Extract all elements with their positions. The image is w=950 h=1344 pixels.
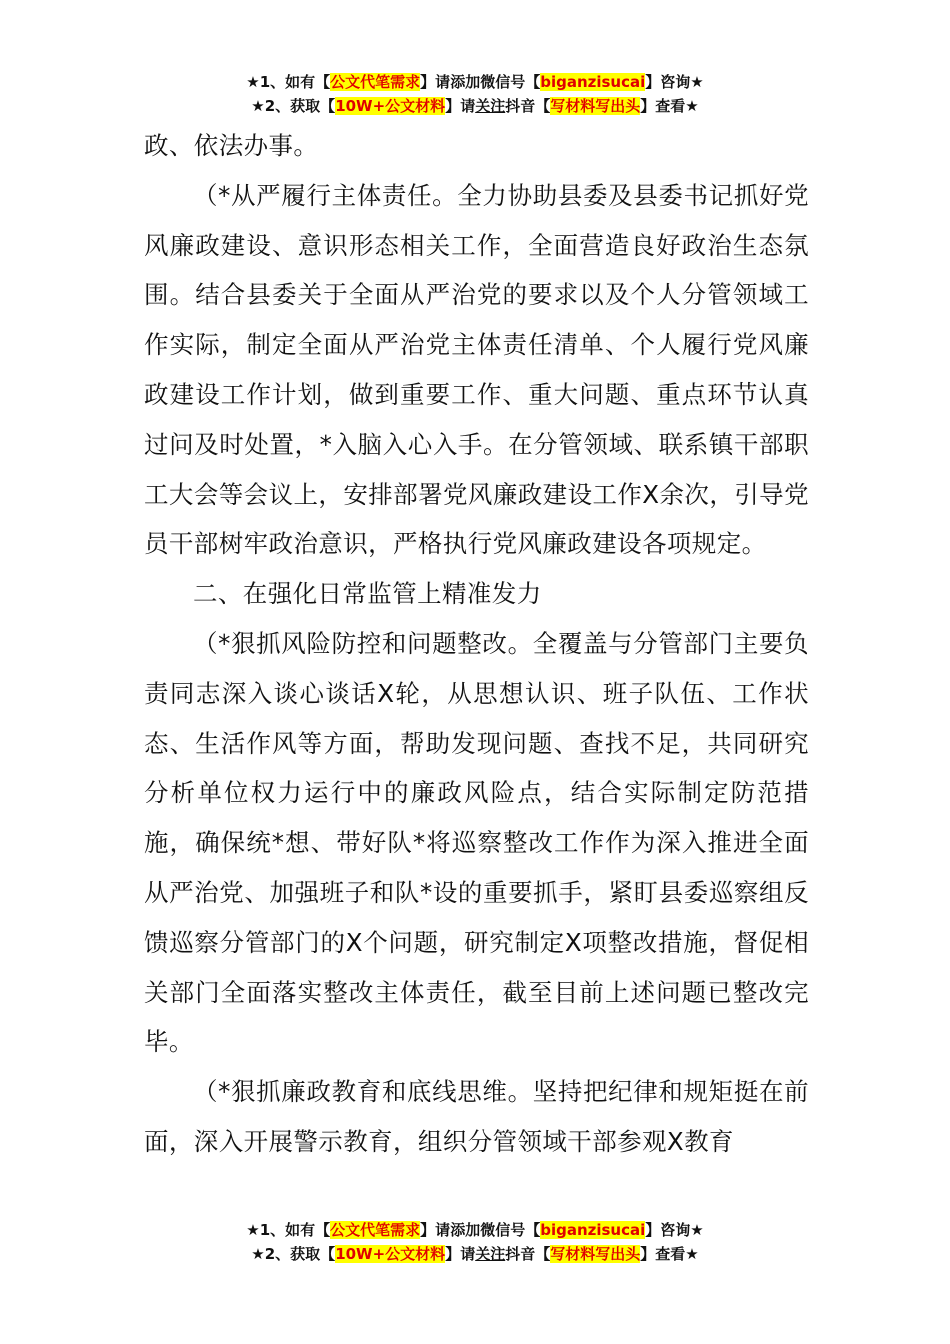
paragraph-risk-control: （*狠抓风险防控和问题整改。全覆盖与分管部门主要负责同志深入谈心谈话X轮，从思想认识、班子队伍、工作状态、生活作风等方面，帮助发现问题、查找不足，共同研究分析单位权力运行中的廉政风险点，结合实际制定防范措施，确保统*想、带好队*将巡察整改工作作为深入推进全面从严治党、加强班子和队*设的重要抓手，紧盯县委巡察组反馈巡察分管部门的X个问题，研究制定X项整改措施，督促相关部门全面落实整改主体责任，截至目前上述问题已整改完毕。 bbox=[144, 628, 809, 1057]
banner-text: 微信号【 bbox=[480, 73, 541, 91]
banner-text: ★2、获取【 bbox=[251, 97, 336, 115]
banner-line-1 bbox=[0, 1218, 950, 1242]
banner-text: 】查看★ bbox=[640, 1245, 699, 1263]
paragraph-continuation: 政、依法办事。 bbox=[144, 131, 319, 160]
header-banner bbox=[0, 70, 950, 118]
highlight-materials: 10W+公文材料 bbox=[335, 1245, 446, 1263]
banner-text: ★1、如有【 bbox=[246, 73, 331, 91]
highlight-materials: 10W+公文材料 bbox=[335, 97, 446, 115]
banner-text: 】请 bbox=[445, 1245, 476, 1263]
highlight-wechat-id: biganzisucai bbox=[540, 73, 646, 91]
banner-line-2 bbox=[0, 94, 950, 118]
banner-emphasis: 关注 bbox=[475, 97, 506, 115]
banner-emphasis: 添加 bbox=[450, 73, 481, 91]
banner-text: 】请 bbox=[445, 97, 476, 115]
banner-emphasis: 添加 bbox=[450, 1221, 481, 1239]
banner-text: 】咨询★ bbox=[645, 73, 704, 91]
document-body bbox=[144, 121, 809, 1167]
banner-text: 抖音【 bbox=[505, 97, 551, 115]
highlight-douyin-account: 写材料写出头 bbox=[550, 1245, 641, 1263]
section-heading: 二、在强化日常监管上精准发力 bbox=[193, 579, 542, 609]
banner-line-1 bbox=[0, 70, 950, 94]
banner-text: ★2、获取【 bbox=[251, 1245, 336, 1263]
paragraph-main-responsibility: （*从严履行主体责任。全力协助县委及县委书记抓好党风廉政建设、意识形态相关工作，全面营造良好政治生态氛围。结合县委关于全面从严治党的要求以及个人分管领域工作实际，制定全面从严治党主体责任清单、个人履行党风廉政建设工作计划，做到重要工作、重大问题、重点环节认真过问及时处置，*入脑入心入手。在分管领域、联系镇干部职工大会等会议上，安排部署党风廉政建设工作X余次，引导党员干部树牢政治意识，严格执行党风廉政建设各项规定。 bbox=[144, 180, 809, 559]
highlight-service: 公文代笔需求 bbox=[330, 73, 421, 91]
banner-emphasis: 关注 bbox=[475, 1245, 506, 1263]
banner-text: ★1、如有【 bbox=[246, 1221, 331, 1239]
highlight-service: 公文代笔需求 bbox=[330, 1221, 421, 1239]
highlight-douyin-account: 写材料写出头 bbox=[550, 97, 641, 115]
highlight-wechat-id: biganzisucai bbox=[540, 1221, 646, 1239]
banner-text: 微信号【 bbox=[480, 1221, 541, 1239]
banner-text: 】查看★ bbox=[640, 97, 699, 115]
banner-text: 抖音【 bbox=[505, 1245, 551, 1263]
paragraph-integrity-education: （*狠抓廉政教育和底线思维。坚持把纪律和规矩挺在前面，深入开展警示教育，组织分管领域干部参观X教育 bbox=[144, 1077, 809, 1156]
banner-line-2 bbox=[0, 1242, 950, 1266]
banner-text: 】咨询★ bbox=[645, 1221, 704, 1239]
banner-text: 】请 bbox=[420, 73, 451, 91]
banner-text: 】请 bbox=[420, 1221, 451, 1239]
footer-banner bbox=[0, 1218, 950, 1266]
